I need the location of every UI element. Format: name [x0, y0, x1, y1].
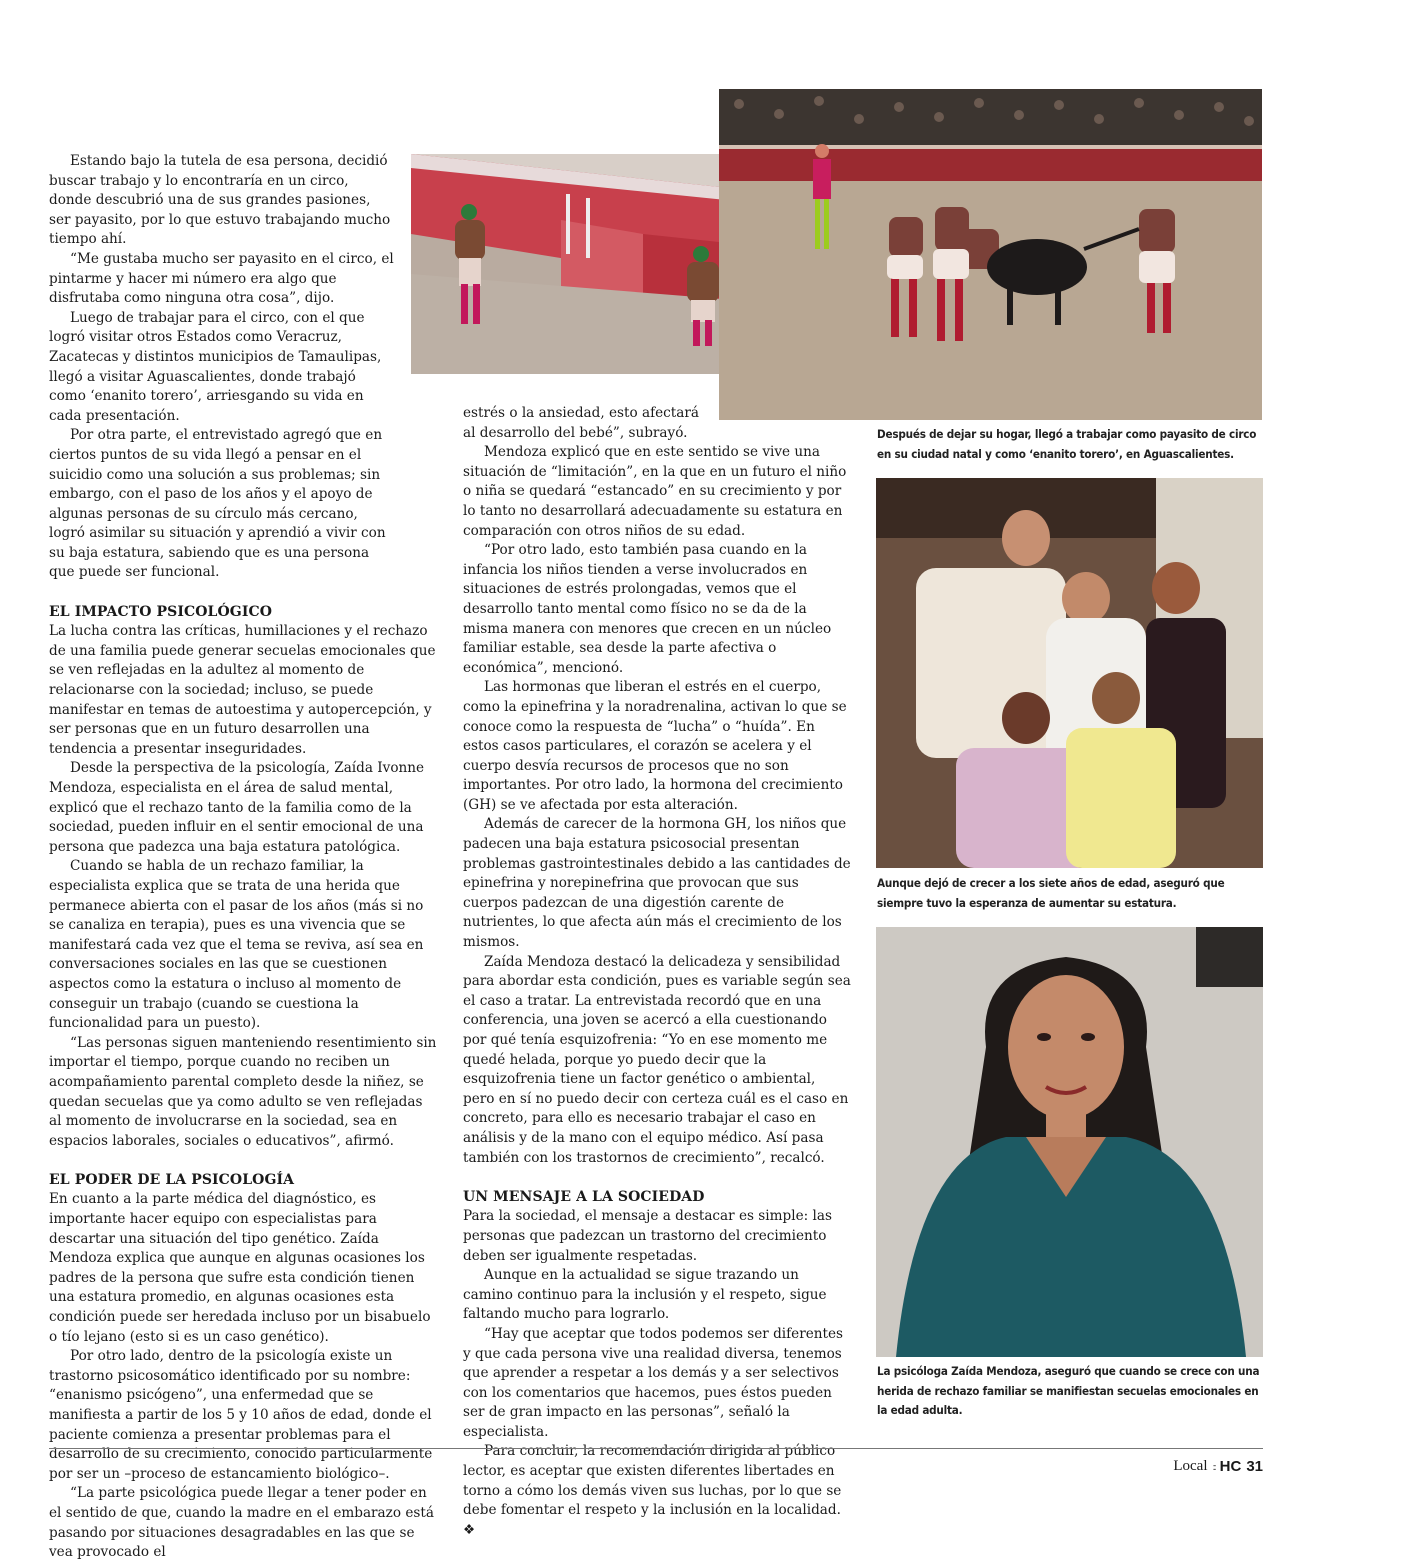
- caption-bullfight: Después de dejar su hogar, llegó a trabajar como payasito de circo en su ciudad natal y como ‘enanito torero’, en Aguascalientes.: [877, 427, 1257, 461]
- caption-family: Aunque dejó de crecer a los siete años de edad, aseguró que siempre tuvo la esperanza de aumentar su estatura.: [877, 876, 1225, 910]
- paragraph: “Las personas siguen manteniendo resentimiento sin importar el tiempo, porque cuando no reciben un acompañamiento parental completo desde la niñez, se quedan secuelas que ya como adulto se ven reflejadas al momento de involucrarse en la sociedad, sea en espacios laborales, sociales o educativos”, afirmó.: [49, 1034, 437, 1149]
- paragraph: Desde la perspectiva de la psicología, Zaída Ivonne Mendoza, especialista en el área de salud mental, explicó que el rechazo tanto de la familia como de la sociedad, pueden influir en el sentir emocional de una persona que padezca una baja estatura patológica.: [49, 760, 425, 855]
- page-footer: [1173, 1458, 1263, 1475]
- caption-portrait: La psicóloga Zaída Mendoza, aseguró que cuando se crece con una herida de rechazo familiar se manifiestan secuelas emocionales en la edad adulta.: [877, 1364, 1260, 1417]
- paragraph: Zaída Mendoza destacó la delicadeza y sensibilidad para abordar esta condición, pues es variable según sea el caso a tratar. La entrevistada recordó que en una conferencia, una joven se acercó a ella cuestionando por qué tenía esquizofrenia: “Yo en ese momento me quedé helada, porque yo puedo decir que la esquizofrenia tiene un factor genético o ambiental, pero en sí no puedo decir con certeza cuál es el caso en concreto, para ello es necesario trabajar el caso en análisis y de la mano con el equipo médico. Así pasa también con los trastornos de crecimiento”, recalcó.: [463, 953, 851, 1166]
- footer-rule: [49, 1448, 1263, 1449]
- paragraph: Para concluir, la recomendación dirigida al público lector, es aceptar que existen diferentes libertades en torno a cómo los demás viven sus luchas, por lo que se debe fomentar el respeto y la inclusión en la localidad. ❖: [463, 1443, 842, 1538]
- paragraph: Para la sociedad, el mensaje a destacar es simple: las personas que padezcan un trastorno del crecimiento deben ser igualmente respetadas.: [463, 1208, 832, 1264]
- paragraph: Mendoza explicó que en este sentido se vive una situación de “limitación”, en la que en un futuro el niño o niña se quedará “estancado” en su crecimiento y por lo tanto no desarrollará adecuadamente su estatura en comparación con otros niños de su edad.: [463, 444, 847, 539]
- photo-portrait-zaida-mendoza: [876, 927, 1263, 1357]
- paragraph: Las hormonas que liberan el estrés en el cuerpo, como la epinefrina y la noradrenalina, activan lo que se conoce como la respuesta de “lucha” o “huída”. En estos casos particulares, el corazón se acelera y el cuerpo desvía recursos de procesos que no son importantes. Por otro lado, la hormona del crecimiento (GH) se ve afectada por esta alteración.: [463, 679, 847, 813]
- paragraph: Cuando se habla de un rechazo familiar, la especialista explica que se trata de una herida que permanece abierta con el pasar de los años (más si no se canaliza en terapia), pues es una vivencia que se manifestará cada vez que el tema se reviva, así sea en conversaciones sociales en las que se cuestionen aspectos como la estatura o incluso al momento de conseguir un trabajo (cuando se cuestiona la funcionalidad para un puesto).: [49, 858, 424, 1032]
- paragraph: “Por otro lado, esto también pasa cuando en la infancia los niños tienden a verse involucrados en situaciones de estrés prolongadas, vemos que el desarrollo tanto mental como físico no se da de la misma manera con menores que crecen en un núcleo familiar estable, sea desde la parte afectiva o económica”, mencionó.: [463, 542, 832, 676]
- paragraph: “La parte psicológica puede llegar a tener poder en el sentido de que, cuando la madre en el embarazo está pasando por situaciones desagradables en las que se vea provocado el: [49, 1485, 434, 1561]
- paragraph: La lucha contra las críticas, humillaciones y el rechazo de una familia puede generar secuelas emocionales que se ven reflejadas en la adultez al momento de relacionarse con la sociedad; incluso, se puede manifestar en temas de autoestima y autopercepción, y ser personas que en un futuro desarrollen una tendencia a presentar inseguridades.: [49, 623, 436, 757]
- section-heading-impacto: EL IMPACTO PSICOLÓGICO: [49, 603, 273, 620]
- paragraph: Aunque en la actualidad se sigue trazando un camino continuo para la inclusión y el respeto, sigue faltando mucho para lograrlo.: [463, 1267, 827, 1323]
- paragraph: Estando bajo la tutela de esa persona, decidió buscar trabajo y lo encontraría en un circo, donde descubrió una de sus grandes pasiones, ser payasito, por lo que estuvo trabajando mucho tiempo ahí.: [49, 153, 391, 248]
- section-heading-mensaje: UN MENSAJE A LA SOCIEDAD: [463, 1188, 705, 1205]
- paragraph-continuation: estrés o la ansiedad, esto afectará al desarrollo del bebé”, subrayó.: [463, 405, 699, 441]
- paragraph: En cuanto a la parte médica del diagnóstico, es importante hacer equipo con especialistas para descartar una situación del tipo genético. Zaída Mendoza explica que aunque en algunas ocasiones los padres de la persona que sufre esta condición tienen una estatura promedio, en algunas ocasiones esta condición puede ser heredada incluso por un bisabuelo o tío lejano (esto si es un caso genético).: [49, 1191, 431, 1345]
- paragraph: “Me gustaba mucho ser payasito en el circo, el pintarme y hacer mi número era algo que disfrutaba como ninguna otra cosa”, dijo.: [49, 250, 394, 307]
- photo-bullfight-clowns: [719, 89, 1262, 420]
- paragraph: Luego de trabajar para el circo, con el que logró visitar otros Estados como Veracruz, Zacatecas y distintos municipios de Tamaulipas, llegó a visitar Aguascalientes, donde trabajó como ‘enanito torero’, arriesgando su vida en cada presentación.: [49, 309, 382, 424]
- paragraph: Por otro lado, dentro de la psicología existe un trastorno psicosomático identificado por su nombre: “enanismo psicógeno”, una enfermedad que se manifiesta a partir de los 5 y 10 años de edad, donde el paciente comienza a presentar problemas para el desarrollo de su crecimiento, conocido particularmente por ser un –proceso de estancamiento biológico–.: [49, 1348, 433, 1482]
- article-column-1: [49, 152, 437, 1563]
- photo-family: [876, 478, 1263, 868]
- paragraph: Además de carecer de la hormona GH, los niños que padecen una baja estatura psicosocial presentan problemas gastrointestinales debido a las cantidades de epinefrina y norepinefrina que provocan que sus cuerpos padezcan de una digestión carente de nutrientes, lo que afecta aún más el crecimiento de los mismos.: [463, 816, 851, 951]
- paragraph: Por otra parte, el entrevistado agregó que en ciertos puntos de su vida llegó a pensar en el suicidio como una solución a sus problemas; sin embargo, con el paso de los años y el apoyo de algunas personas de su círculo más cercano, logró asimilar su situación y aprendió a vivir con su baja estatura, sabiendo que es una persona que puede ser funcional.: [49, 427, 386, 581]
- article-column-2: [463, 404, 851, 1540]
- footer-brand: HC: [1219, 1458, 1242, 1475]
- footer-separator: ::: [1212, 1460, 1215, 1473]
- paragraph: “Hay que aceptar que todos podemos ser diferentes y que cada persona vive una realidad diversa, tenemos que aprender a respetar a los demás y a ser selectivos con los comentarios que hacemos, pues éstos pueden ser de gran impacto en las personas”, señaló la especialista.: [463, 1325, 843, 1440]
- section-heading-poder: EL PODER DE LA PSICOLOGÍA: [49, 1171, 295, 1188]
- page-number: 31: [1246, 1458, 1263, 1475]
- footer-section: Local: [1173, 1458, 1208, 1474]
